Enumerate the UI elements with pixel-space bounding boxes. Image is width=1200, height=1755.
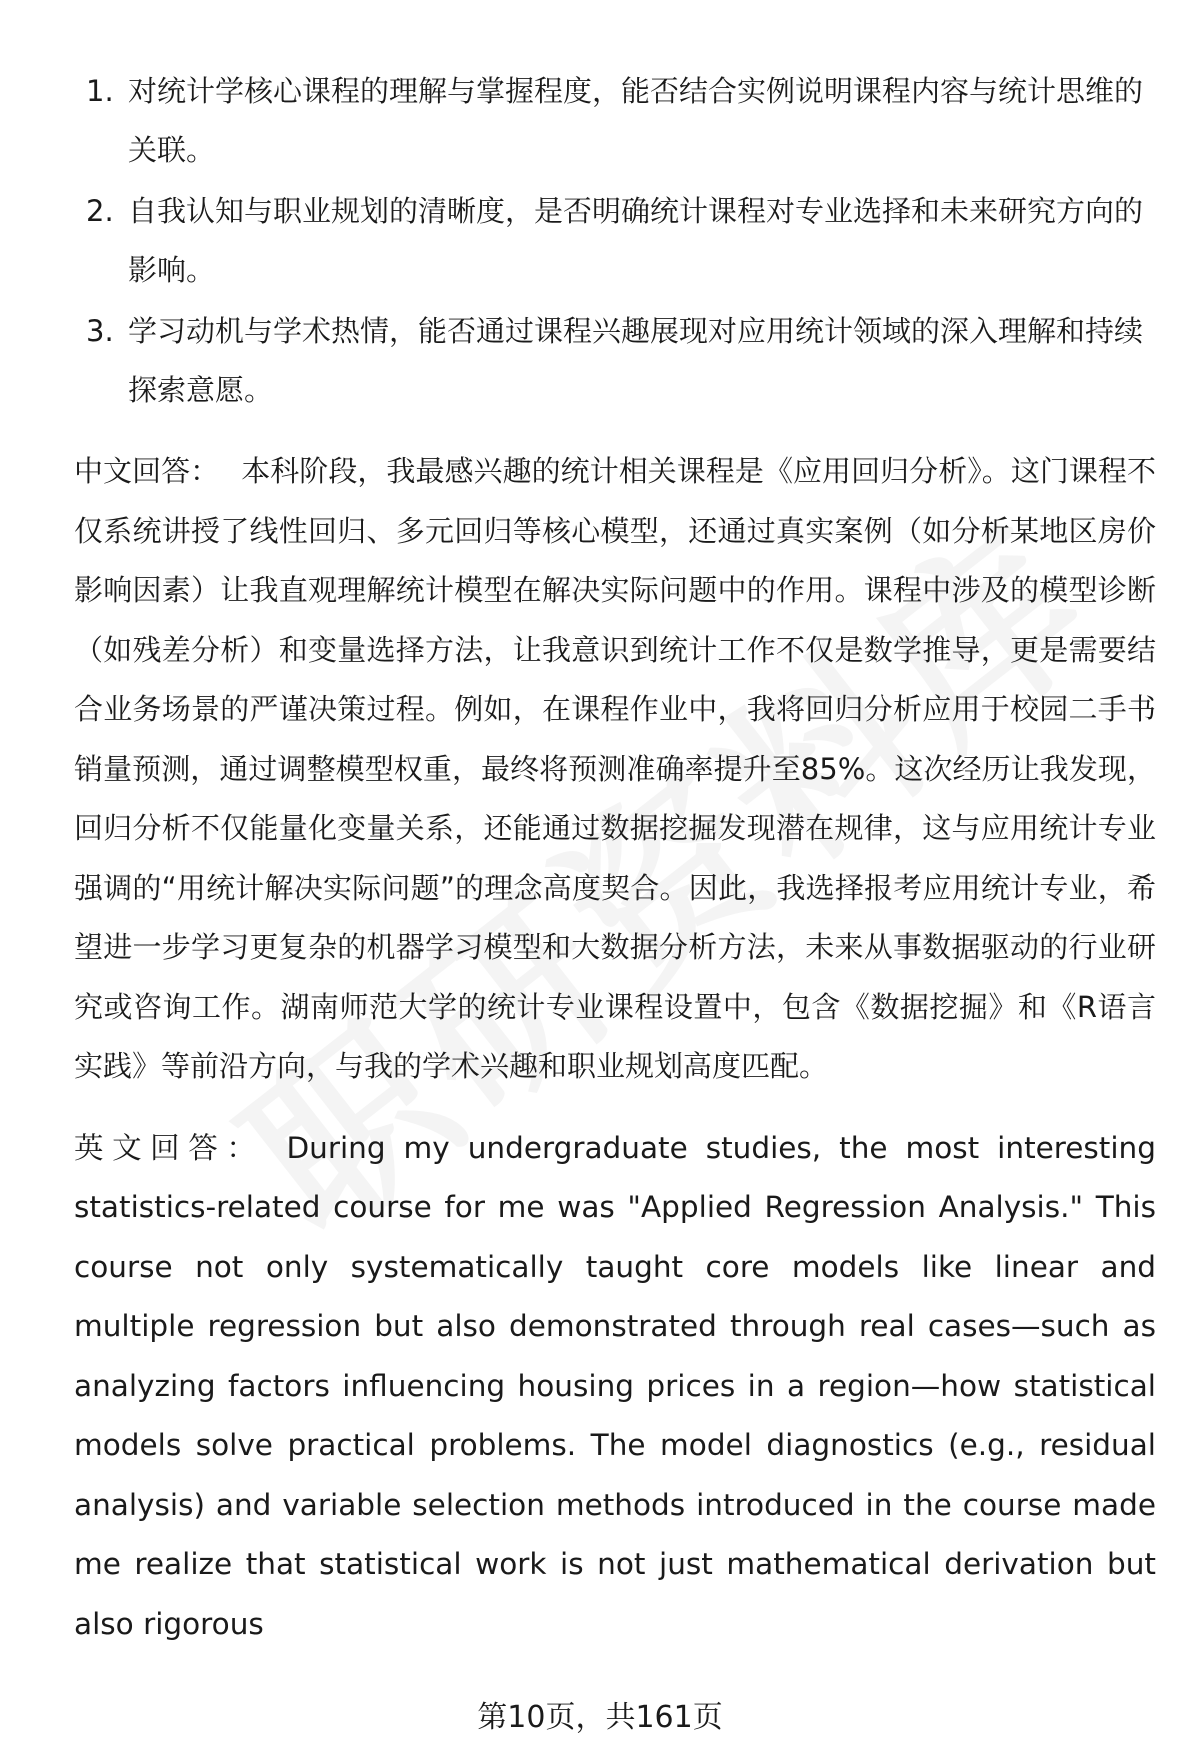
evaluation-criteria-list <box>74 62 1156 420</box>
chinese-answer-label: 中文回答： <box>74 454 220 488</box>
criteria-item <box>74 182 1156 300</box>
criteria-text: 学习动机与学术热情，能否通过课程兴趣展现对应用统计领域的深入理解和持续探索意愿。 <box>128 314 1144 407</box>
criteria-item <box>74 302 1156 420</box>
criteria-number: 2. <box>86 194 114 228</box>
english-answer-label: 英文回答： <box>74 1130 265 1165</box>
criteria-text: 对统计学核心课程的理解与掌握程度，能否结合实例说明课程内容与统计思维的关联。 <box>128 74 1144 167</box>
chinese-answer-paragraph <box>74 442 1156 1097</box>
english-answer-text: During my undergraduate studies, the most interesting statistics-related course for me was "Applied Regression Analysis." This course not only systematically taught core models like linear and multiple regression but also demonstrated through real cases—such as analyzing factors influencing housing prices in a region—how statistical models solve practical problems. The model diagnostics (e.g., residual analysis) and variable selection methods introduced in the course made me realize that statistical work is not just mathematical derivation but also rigorous <box>74 1130 1156 1641</box>
criteria-number: 3. <box>86 314 114 348</box>
page-number-footer: 第10页，共161页 <box>477 1700 723 1735</box>
criteria-item <box>74 62 1156 180</box>
english-answer-paragraph <box>74 1119 1156 1655</box>
criteria-number: 1. <box>86 74 114 108</box>
criteria-text: 自我认知与职业规划的清晰度，是否明确统计课程对专业选择和未来研究方向的影响。 <box>128 194 1144 287</box>
document-page <box>74 62 1156 1654</box>
chinese-answer-text: 本科阶段，我最感兴趣的统计相关课程是《应用回归分析》。这门课程不仅系统讲授了线性回归、多元回归等核心模型，还通过真实案例（如分析某地区房价影响因素）让我直观理解统计模型在解决实际问题中的作用。课程中涉及的模型诊断（如残差分析）和变量选择方法，让我意识到统计工作不仅是数学推导，更是需要结合业务场景的严谨决策过程。例如，在课程作业中，我将回归分析应用于校园二手书销量预测，通过调整模型权重，最终将预测准确率提升至85%。这次经历让我发现，回归分析不仅能量化变量关系，还能通过数据挖掘发现潜在规律，这与应用统计专业强调的“用统计解决实际问题”的理念高度契合。因此，我选择报考应用统计专业，希望进一步学习更复杂的机器学习模型和大数据分析方法，未来从事数据驱动的行业研究或咨询工作。湖南师范大学的统计专业课程设置中，包含《数据挖掘》和《R语言实践》等前沿方向，与我的学术兴趣和职业规划高度匹配。 <box>74 454 1156 1083</box>
